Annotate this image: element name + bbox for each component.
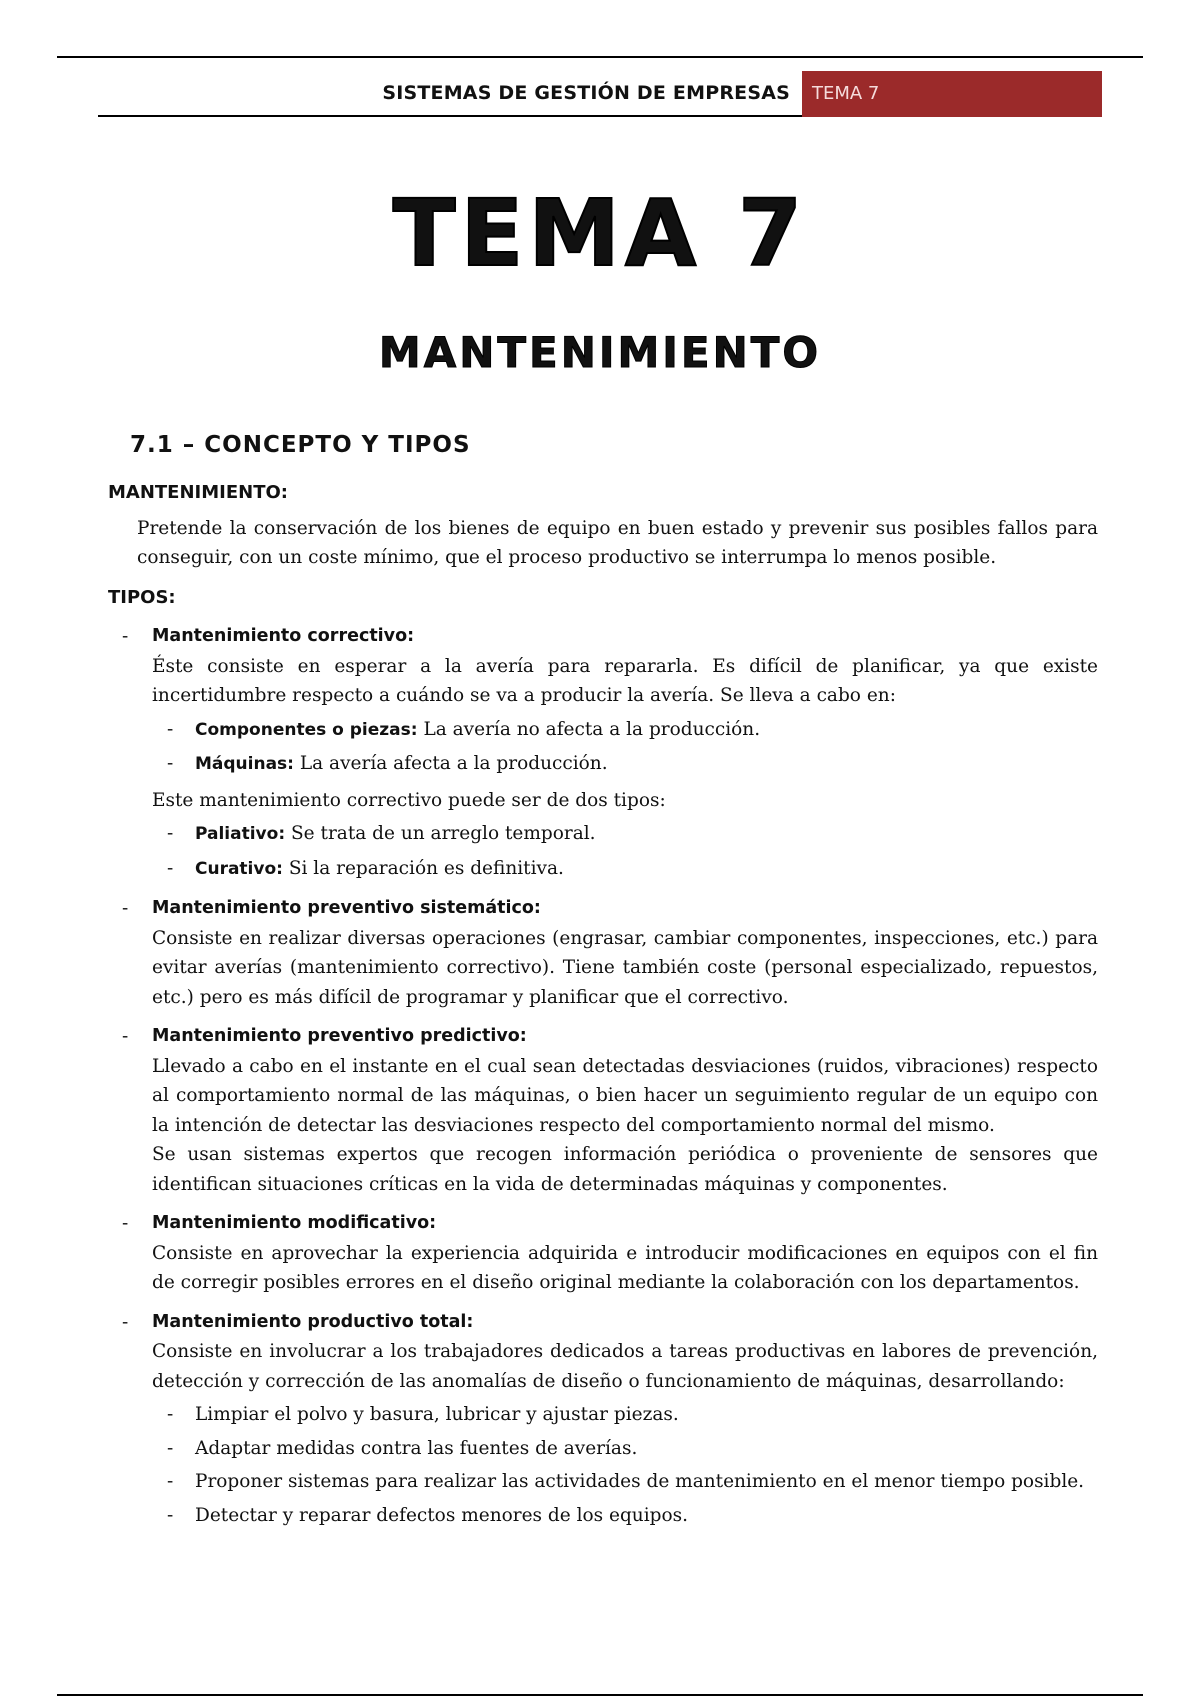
sublist-tipos-correctivo xyxy=(152,819,1098,884)
sublist-item-text: Si la reparación es definitiva. xyxy=(282,857,564,879)
sublist-item xyxy=(152,749,1098,780)
item-heading: - Mantenimiento preventivo predictivo: xyxy=(152,1026,527,1046)
sublist-item xyxy=(152,819,1098,850)
sublist-item-text: La avería no afecta a la producción. xyxy=(417,718,761,740)
list-item-correctivo xyxy=(108,622,1098,884)
item-text-2: Se usan sistemas expertos que recogen información periódica o proveniente de sensores que identifican situaciones críticas en la vida de determinadas máquinas y componentes. xyxy=(152,1144,1098,1195)
list-item-modificativo xyxy=(108,1209,1098,1298)
page-title: TEMA 7 xyxy=(392,180,808,287)
sublist-item xyxy=(152,715,1098,746)
list-item-productivo-total xyxy=(108,1308,1098,1531)
item-heading: - Mantenimiento productivo total: xyxy=(152,1311,474,1332)
item-text: Consiste en aprovechar la experiencia adquirida e introducir modificaciones en equipos con el fin de corregir posibles errores en el diseño original mediante la colaboración con los departamentos. xyxy=(152,1242,1098,1293)
tipos-list xyxy=(108,622,1098,1530)
item-text: Consiste en realizar diversas operaciones (engrasar, cambiar componentes, inspecciones, etc.) para evitar averías (mantenimiento correctivo). Tiene también coste (personal especializado, repuestos, etc.) pero es más difícil de programar y planificar que el correctivo. xyxy=(152,927,1098,1008)
sublist-item-label: Máquinas: xyxy=(195,754,294,774)
item-text: Consiste en involucrar a los trabajadores dedicados a tareas productivas en labores de prevención, detección y corrección de las anomalías de diseño o funcionamiento de máquinas, desarrollando: xyxy=(152,1341,1098,1392)
item-text: Llevado a cabo en el instante en el cual sean detectadas desviaciones (ruidos, vibraciones) respecto al comportamiento normal de las máquinas, o bien hacer un seguimiento regular de un equipo con la intención de detectar las desviaciones respecto del comportamiento normal del mismo. xyxy=(152,1055,1098,1136)
header-underline xyxy=(98,115,802,117)
document-body xyxy=(108,478,1098,1530)
sublist-item-label: Paliativo: xyxy=(195,824,286,844)
list-item-preventivo-sistematico xyxy=(108,894,1098,1012)
page-subtitle: MANTENIMIENTO xyxy=(378,328,822,377)
sublist-acciones xyxy=(152,1400,1098,1530)
item-heading: - Mantenimiento correctivo: xyxy=(152,626,415,646)
sublist-item-text: La avería afecta a la producción. xyxy=(293,753,608,774)
item-text: Éste consiste en esperar a la avería para repararla. Es difícil de planificar, ya que existe incertidumbre respecto a cuándo se va a producir la avería. Se lleva a cabo en: xyxy=(152,655,1098,706)
definition-label: MANTENIMIENTO: xyxy=(108,482,288,503)
sublist-item: - Detectar y reparar defectos menores de los equipos. xyxy=(152,1501,1098,1531)
sublist-item-text: Se trata de un arreglo temporal. xyxy=(285,823,596,844)
sublist-item: - Limpiar el polvo y basura, lubricar y ajustar piezas. xyxy=(152,1400,1098,1430)
sublist-item-label: Curativo: xyxy=(195,858,283,879)
item-heading: - Mantenimiento preventivo sistemático: xyxy=(152,898,541,918)
sublist-item-label: Componentes o piezas: xyxy=(195,719,418,740)
sublist-item: - Adaptar medidas contra las fuentes de averías. xyxy=(152,1434,1098,1464)
tipos-label: TIPOS: xyxy=(108,586,176,608)
sublist-item xyxy=(152,854,1098,885)
header-top-rule xyxy=(57,56,1143,58)
definition-text: Pretende la conservación de los bienes de equipo en buen estado y prevenir sus posibles fallos para conseguir, con un coste mínimo, que el proceso productivo se interrumpa lo menos posible. xyxy=(137,517,1098,568)
header-title: SISTEMAS DE GESTIÓN DE EMPRESAS xyxy=(382,82,790,104)
section-heading: 7.1 – CONCEPTO Y TIPOS xyxy=(130,432,471,458)
list-item-preventivo-predictivo xyxy=(108,1022,1098,1199)
header-tag: TEMA 7 xyxy=(802,71,1102,117)
item-heading: - Mantenimiento modificativo: xyxy=(152,1213,437,1233)
item-note: Este mantenimiento correctivo puede ser de dos tipos: xyxy=(152,789,666,811)
sublist-item: - Proponer sistemas para realizar las actividades de mantenimiento en el menor tiempo posible. xyxy=(152,1467,1098,1497)
page-header xyxy=(98,71,1102,117)
footer-rule xyxy=(57,1694,1143,1696)
sublist-afectacion xyxy=(152,715,1098,780)
